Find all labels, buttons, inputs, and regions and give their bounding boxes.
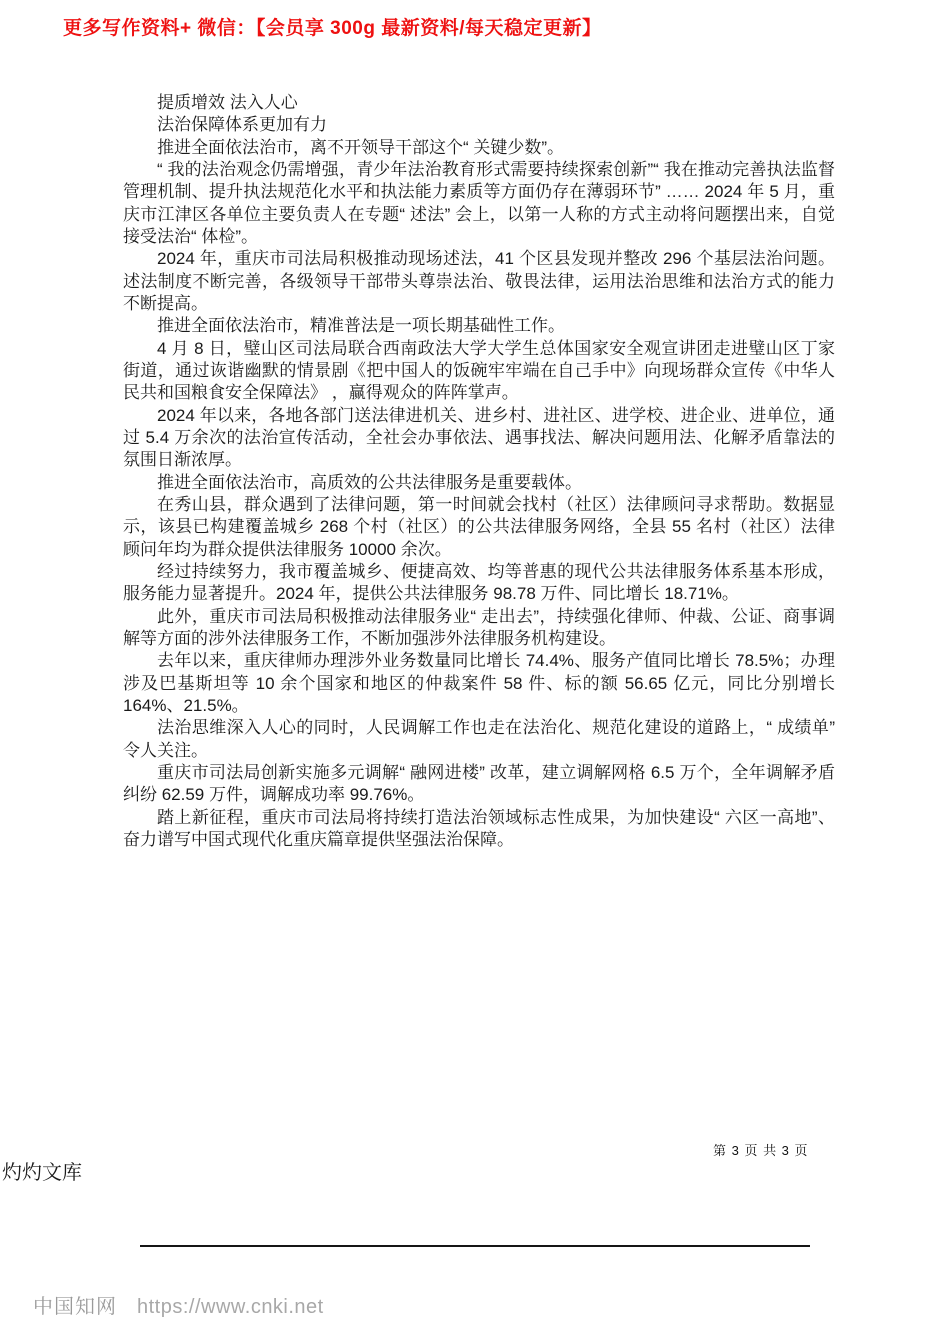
body-paragraph: 在秀山县，群众遇到了法律问题，第一时间就会找村（社区）法律顾问寻求帮助。数据显示，该县已构建覆盖城乡 268 个村（社区）的公共法律服务网络，全县 55 名村（社区）法律顾问年均为群众提供法律服务 10000 余次。 [123, 494, 835, 559]
body-paragraph: 推进全面依法治市，精准普法是一项长期基础性工作。 [157, 316, 565, 336]
body-paragraph: “ 我的法治观念仍需增强，青少年法治教育形式需要持续探索创新”“ 我在推动完善执法监督管理机制、提升执法规范化水平和执法能力素质等方面仍存在薄弱环节” …… 2024 年 5 月，重庆市江津区各单位主要负责人在专题“ 述法” 会上，以第一人称的方式主动将问题摆出来，自觉接受法治“ 体检”。 [123, 159, 835, 246]
body-paragraph: 推进全面依法治市，离不开领导干部这个“ 关键少数”。 [157, 137, 565, 157]
body-paragraph: 法治思维深入人心的同时，人民调解工作也走在法治化、规范化建设的道路上，“ 成绩单” 令人关注。 [123, 718, 835, 760]
cnki-watermark [33, 1290, 324, 1319]
body-paragraph: 法治保障体系更加有力 [157, 115, 327, 135]
page-number-indicator: 第 3 页 共 3 页 [713, 1143, 809, 1158]
body-paragraph: 提质增效 法入人心 [157, 93, 298, 112]
cnki-site-name: 中国知网 [33, 1296, 117, 1318]
body-paragraph: 2024 年以来，各地各部门送法律进机关、进乡村、进社区、进学校、进企业、进单位，通过 5.4 万余次的法治宣传活动，全社会办事依法、遇事找法、解决问题用法、化解矛盾靠法的氛围日渐浓厚。 [123, 405, 835, 470]
body-paragraph: 此外，重庆市司法局积极推动法律服务业“ 走出去”，持续强化律师、仲裁、公证、商事调解等方面的涉外法律服务工作，不断加强涉外法律服务机构建设。 [123, 606, 835, 648]
body-paragraph: 经过持续努力，我市覆盖城乡、便捷高效、均等普惠的现代公共法律服务体系基本形成，服务能力显著提升。2024 年，提供公共法律服务 98.78 万件、同比增长 18.71%。 [123, 561, 835, 604]
document-body [123, 92, 835, 851]
body-paragraph: 2024 年，重庆市司法局积极推动现场述法，41 个区县发现并整改 296 个基层法治问题。述法制度不断完善，各级领导干部带头尊崇法治、敬畏法律，运用法治思维和法治方式的能力不断提高。 [123, 249, 835, 313]
body-paragraph: 推进全面依法治市，高质效的公共法律服务是重要载体。 [157, 472, 582, 492]
body-paragraph: 踏上新征程，重庆市司法局将持续打造法治领域标志性成果，为加快建设“ 六区一高地”、奋力谱写中国式现代化重庆篇章提供坚强法治保障。 [123, 807, 835, 849]
body-paragraph: 4 月 8 日，璧山区司法局联合西南政法大学大学生总体国家安全观宣讲团走进璧山区丁家街道，通过诙谐幽默的情景剧《把中国人的饭碗牢牢端在自己手中》向现场群众宣传《中华人民共和国粮食安全保障法》 ，赢得观众的阵阵掌声。 [123, 338, 835, 403]
promo-header-text: 更多写作资料+ 微信：【会员享 300g 最新资料/每天稳定更新】 [63, 18, 602, 39]
body-paragraph: 去年以来，重庆律师办理涉外业务数量同比增长 74.4%、服务产值同比增长 78.5%；办理涉及巴基斯坦等 10 余个国家和地区的仲裁案件 58 件、标的额 56.65 亿元，同比分别增长 164%、21.5%。 [123, 651, 835, 715]
cnki-site-url: https://www.cnki.net [137, 1296, 324, 1318]
body-paragraph: 重庆市司法局创新实施多元调解“ 融网进楼” 改革，建立调解网格 6.5 万个，全年调解矛盾纠纷 62.59 万件，调解成功率 99.76%。 [123, 762, 835, 805]
footer-divider-line [140, 1245, 810, 1247]
library-watermark: 灼灼文库 [2, 1162, 82, 1184]
